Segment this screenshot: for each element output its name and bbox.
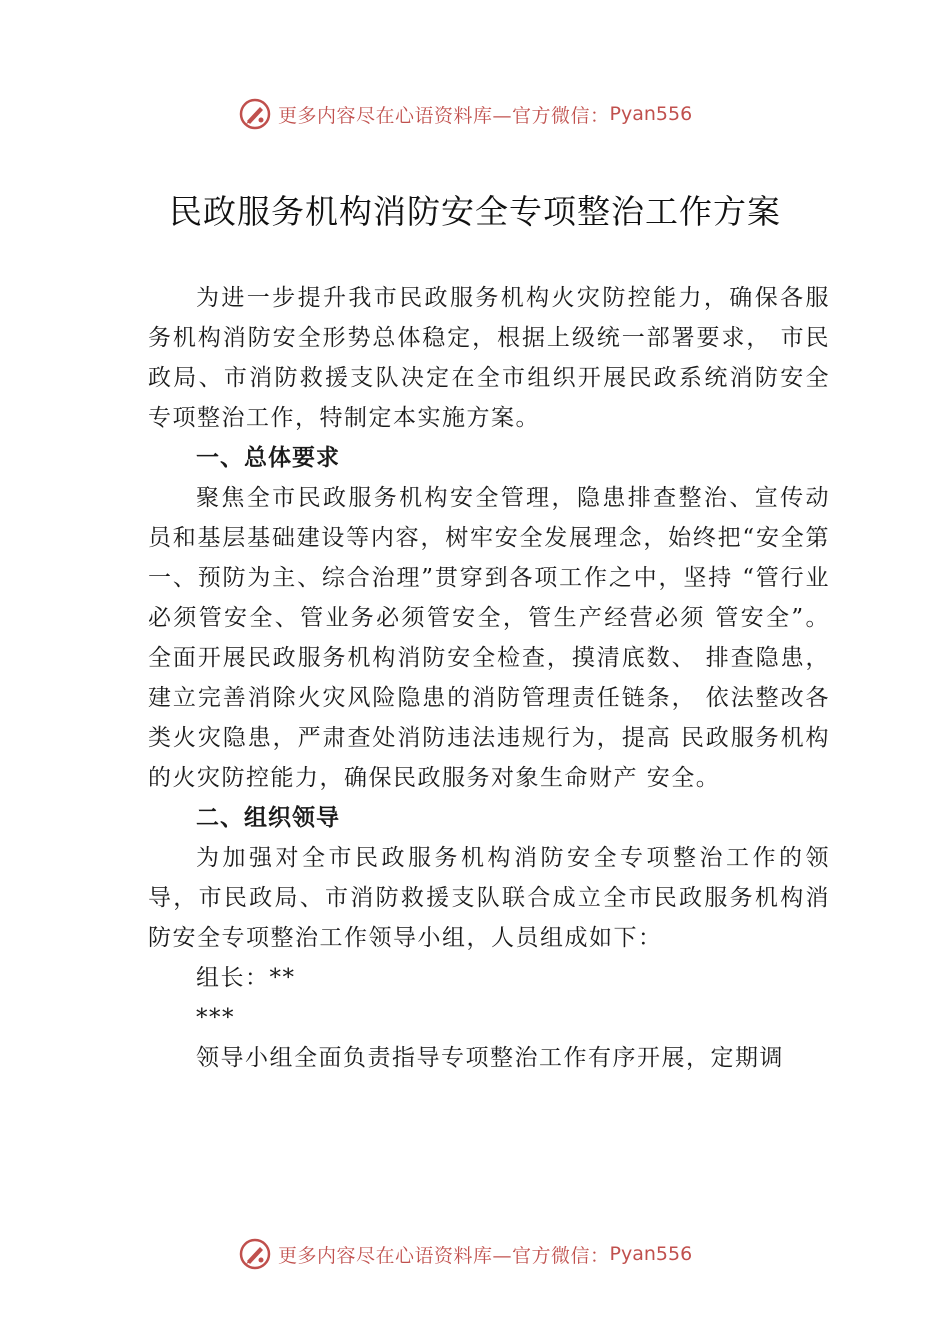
member-line: ***: [196, 1005, 235, 1031]
general-requirements-paragraph: 聚焦全市民政服务机构安全管理，隐患排查整治、宣传动员和基层基础建设等内容，树牢安全发展理念，始终把“安全第一、预防为主、综合治理”贯穿到各项工作之中，坚持 “管行业必须管安全、管业务必须管安全，管生产经营必须 管安全”。全面开展民政服务机构消防安全检查，摸清底数、 排查隐患，建立完善消除火灾风险隐患的消防管理责任链条， 依法整改各类火灾隐患，严肃查处消防违法违规行为，提高 民政服务机构的火灾防控能力，确保民政服务对象生命财产 安全。: [148, 485, 830, 791]
document-body: [148, 278, 830, 1078]
leader-line: 组长：**: [196, 965, 296, 991]
header-watermark: [238, 96, 692, 132]
pen-seal-icon: [238, 97, 272, 131]
watermark-wechat-id: Pyan556: [609, 103, 693, 125]
intro-paragraph: 为进一步提升我市民政服务机构火灾防控能力，确保各服务机构消防安全形势总体稳定，根据上级统一部署要求， 市民政局、市消防救援支队决定在全市组织开展民政系统消防安全专项整治工作，特制定本实施方案。: [148, 285, 830, 431]
watermark-wechat-id: Pyan556: [609, 1243, 693, 1265]
watermark-text: 更多内容尽在心语资料库—官方微信：: [278, 104, 610, 127]
footer-watermark: [238, 1236, 692, 1272]
closing-line: 领导小组全面负责指导专项整治工作有序开展，定期调: [196, 1045, 784, 1071]
organization-paragraph: 为加强对全市民政服务机构消防安全专项整治工作的领导，市民政局、市消防救援支队联合成立全市民政服务机构消防安全专项整治工作领导小组，人员组成如下：: [148, 845, 830, 951]
document-title: 民政服务机构消防安全专项整治工作方案: [169, 192, 781, 231]
watermark-text: 更多内容尽在心语资料库—官方微信：: [278, 1244, 610, 1267]
section-heading-organization: 二、组织领导: [196, 805, 340, 831]
pen-seal-icon: [238, 1237, 272, 1271]
section-heading-general: 一、总体要求: [196, 445, 340, 471]
